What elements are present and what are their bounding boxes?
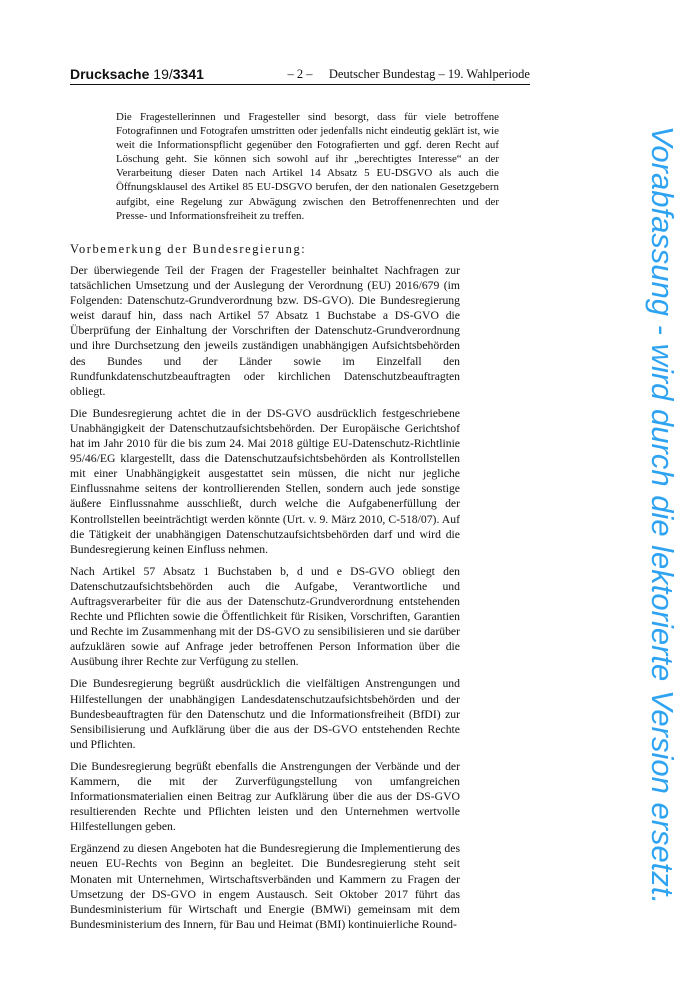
question-block [116, 110, 499, 223]
paragraph: Der überwiegende Teil der Fragen der Fragesteller beinhaltet Nachfragen zur tatsächlichen Umsetzung und der Auslegung der Verordnung (EU) 2016/679 (im Folgenden: Datenschutz-Grundverordnung bzw. DS-GVO). Die Bundesregierung weist darauf hin, dass nach Artikel 57 Absatz 1 Buchstabe a DS-GVO die Überprüfung der Einhaltung der Vorschriften der Datenschutz-Grundverordnung und ihre Durchsetzung den jeweils zuständigen unabhängigen Aufsichtsbehörden des Bundes und der Länder sowie im Einzelfall den Rundfunkdatenschutzbeauftragten oder kirchlichen Datenschutzbeauftragten obliegt. [70, 264, 460, 398]
page-number: – 2 – [287, 67, 313, 81]
paragraph: Die Bundesregierung begrüßt ausdrücklich die vielfältigen Anstrengungen und Hilfestellungen der unabhängigen Landesdatenschutzaufsichtsbehörden und der Bundesbeauftragten für den Datenschutz und die Informationsfreiheit (BfDI) zur Sensibilisierung und Aufklärung über die aus der DS-GVO entstehenden Rechte und Pflichten. [70, 677, 460, 751]
body-text [70, 263, 460, 939]
page-header [70, 66, 530, 85]
question-text: Die Fragestellerinnen und Fragesteller sind besorgt, dass für viele betroffene Fotografinnen und Fotografen umstritten oder jedenfalls nicht eindeutig geklärt ist, wie weit die Informationspflicht gegenüber den Fotografierten und ggf. deren Recht auf Löschung geht. Sie können sich sowohl auf ihr „berechtigtes Interesse“ an der Verarbeitung dieser Daten nach Artikel 14 Absatz 5 EU-DSGVO als auch die Öffnungsklausel des Artikel 85 EU-DSGVO berufen, der den nationalen Gesetzgebern aufgibt, eine Regelung zur Abwägung zwischen den Betroffenenrechten und der Presse- und Informationsfreiheit zu treffen. [116, 111, 499, 222]
number-prefix: 19/ [153, 66, 173, 82]
parliament-label: Deutscher Bundestag – 19. Wahlperiode [328, 67, 530, 81]
preliminary-heading: Vorbemerkung der Bundesregierung: [70, 242, 307, 256]
number-value: 3341 [172, 66, 204, 82]
drucksache-label: Drucksache [70, 66, 150, 82]
paragraph: Die Bundesregierung begrüßt ebenfalls die Anstrengungen der Verbände und der Kammern, die mit der Zurverfügungstellung von umfangreichen Informationsmaterialien einen Beitrag zur Aufklärung über die aus der DS-GVO resultierenden Rechte und Pflichten leisten und den Unternehmen wertvolle Hilfestellungen geben. [70, 759, 460, 834]
draft-watermark [642, 110, 682, 920]
paragraph: Ergänzend zu diesen Angeboten hat die Bundesregierung die Implementierung des neuen EU-Rechts von Beginn an begleitet. Die Bundesregierung steht seit Monaten mit Unternehmen, Wirtschaftsverbänden und Kammern zu Fragen der Umsetzung der DS-GVO in engem Austausch. Seit Oktober 2017 führt das Bundesministerium für Wirtschaft und Energie (BMWi) gemeinsam mit dem Bundesministerium des Innern, für Bau und Heimat (BMI) kontinuierliche Round- [70, 842, 460, 931]
paragraph: Die Bundesregierung achtet die in der DS-GVO ausdrücklich festgeschriebene Unabhängigkeit der Datenschutzaufsichtsbehörden. Der Europäische Gerichtshof hat im Jahr 2010 für die bis zum 24. Mai 2018 gültige EU-Datenschutz-Richtlinie 95/46/EG klargestellt, dass die Datenschutzaufsichtsbehörden als Kontrollstellen mit einer Unabhängigkeit ausgestattet sein müssen, die nicht nur jegliche Einflussnahme seitens der kontrollierenden Stellen, sondern auch jede sonstige äußere Einflussnahme ausschließt, durch welche die Aufgabenerfüllung der Kontrollstellen beeinträchtigt werden könnte (Urt. v. 9. März 2010, C-518/07). Auf die Tätigkeit der unabhängigen Datenschutzaufsichtsbehörden darf und wird die Bundesregierung keinen Einfluss nehmen. [70, 406, 460, 556]
watermark-text: Vorabfassung - wird durch die lektorierte Version ersetzt. [645, 125, 680, 905]
paragraph: Nach Artikel 57 Absatz 1 Buchstaben b, d und e DS-GVO obliegt den Datenschutzaufsichtsbehörden auch die Aufgabe, Verantwortliche und Auftragsverarbeiter für die aus der Datenschutz-Grundverordnung entstehenden Rechte und Pflichten sowie die Öffentlichkeit für Risiken, Vorschriften, Garantien und Rechte im Zusammenhang mit der DS-GVO zu sensibilisieren und sie darüber aufzuklären sowie auf Anfrage jeder betroffenen Person Information über die Ausübung ihrer Rechte zur Verfügung zu stellen. [70, 564, 460, 669]
